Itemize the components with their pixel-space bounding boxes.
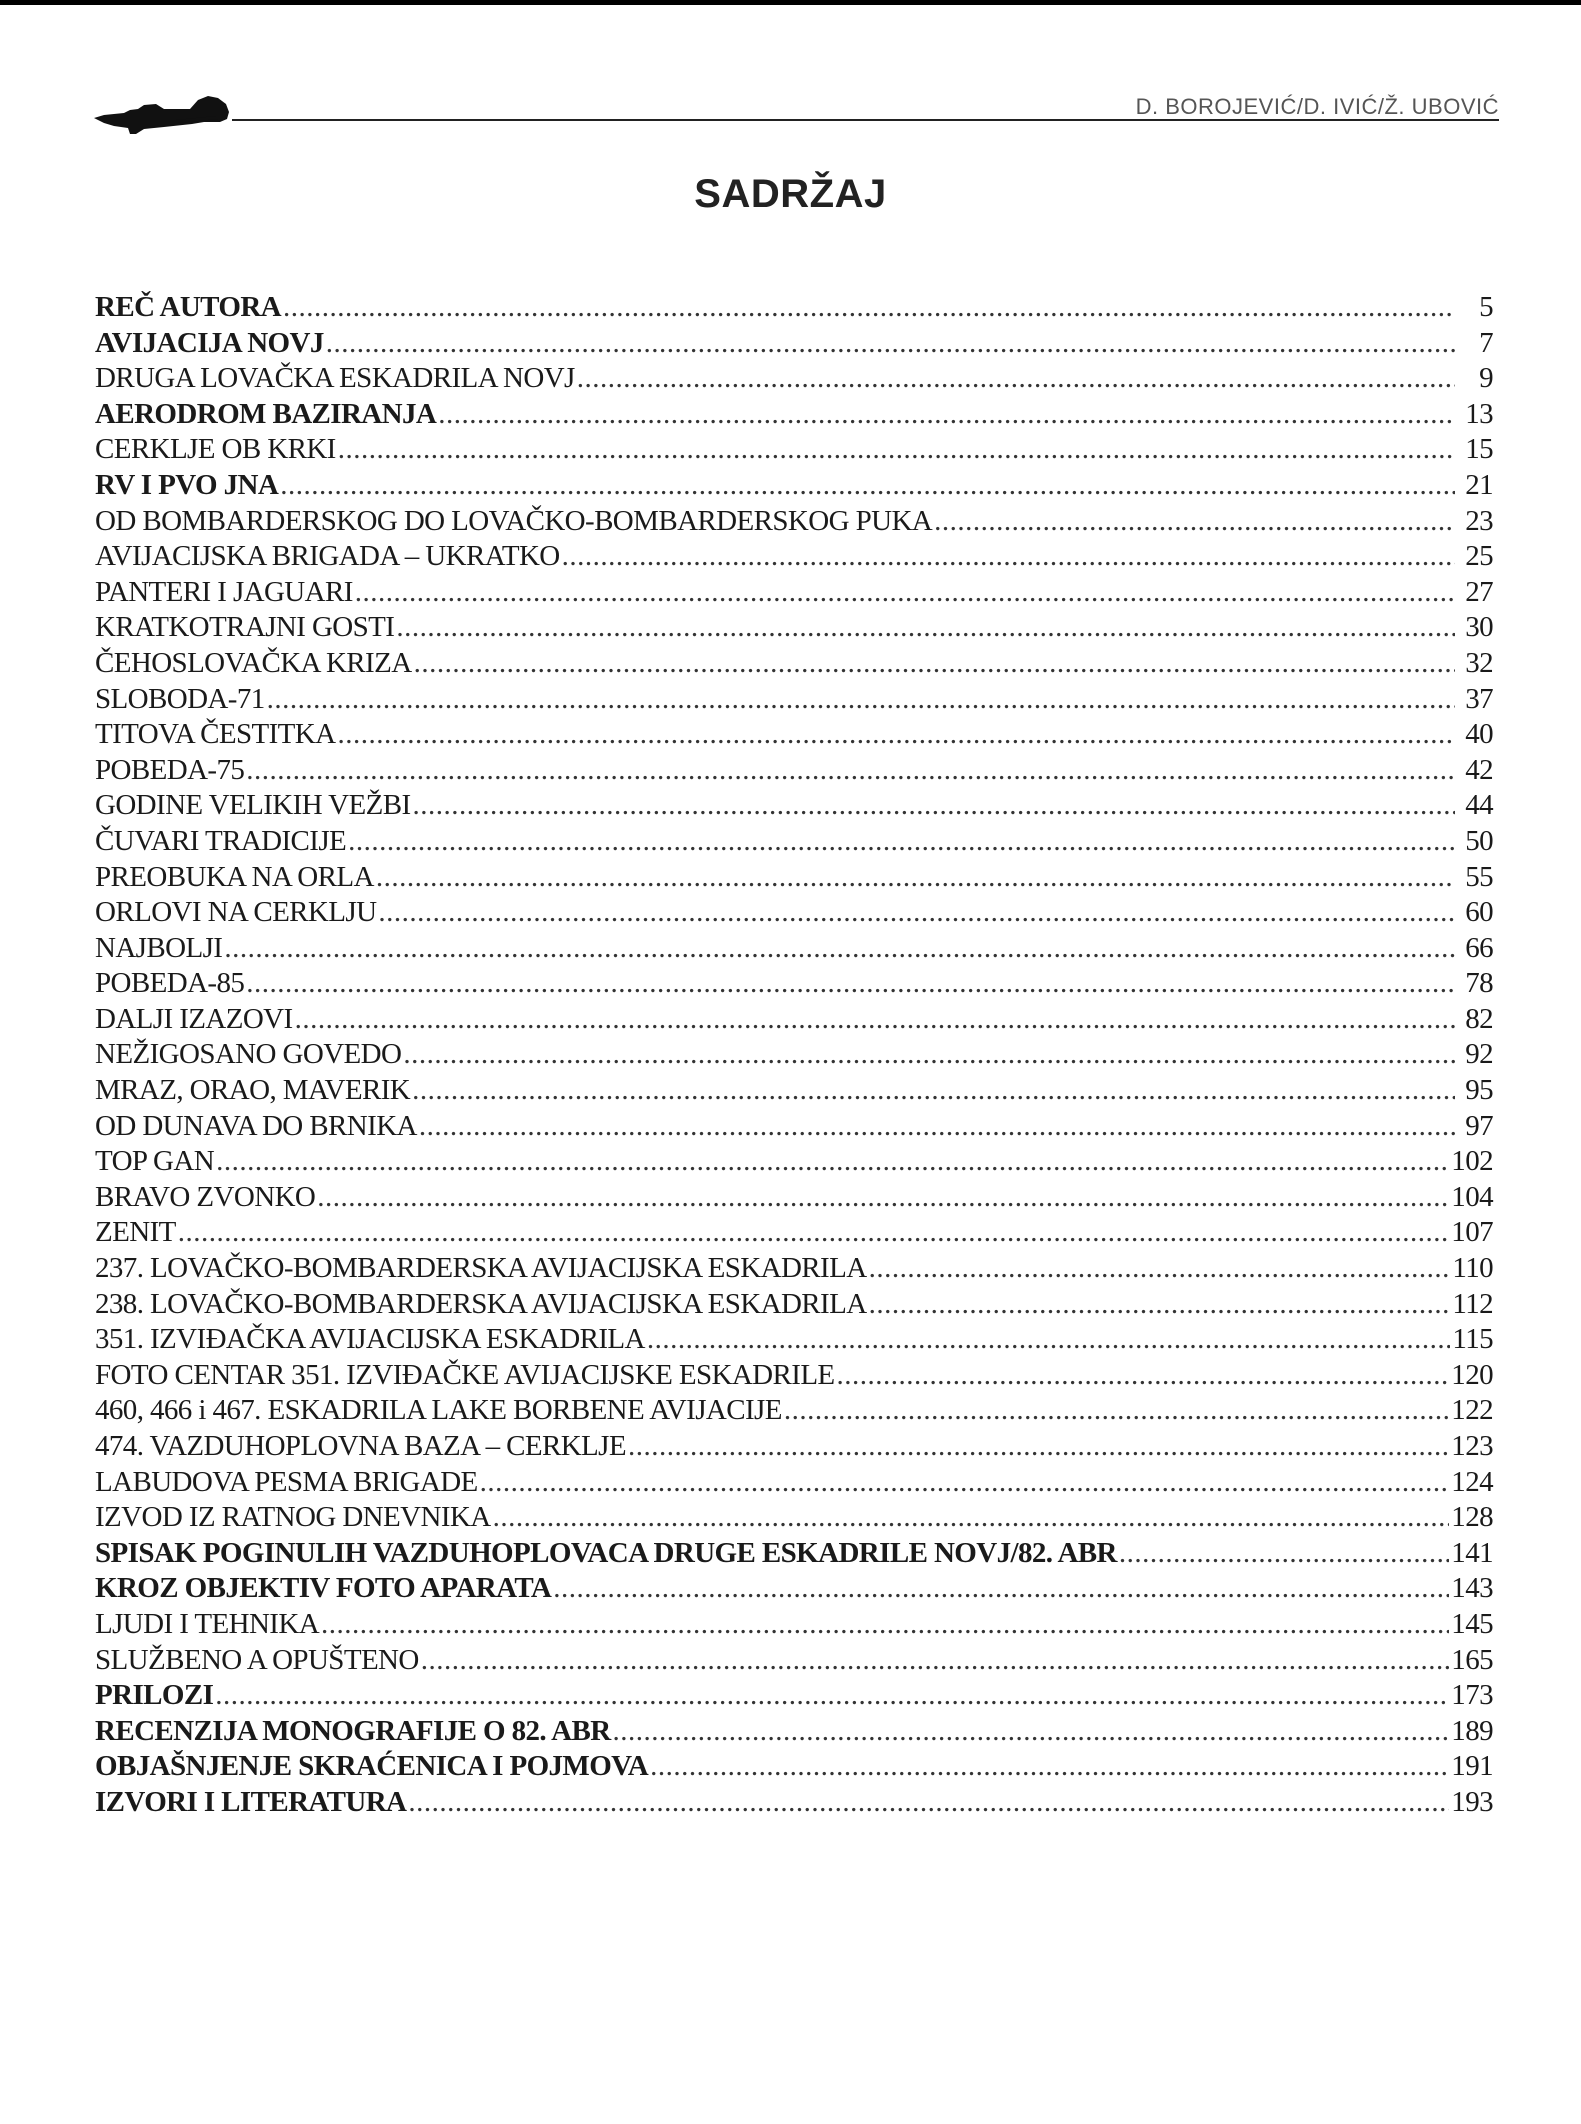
toc-entry[interactable] [95, 1073, 1493, 1109]
toc-entry[interactable] [95, 575, 1493, 611]
toc-entry[interactable] [95, 1287, 1493, 1323]
toc-entry-title: BRAVO ZVONKO [95, 1180, 316, 1213]
toc-entry-title: DRUGA LOVAČKA ESKADRILA NOVJ [95, 362, 575, 395]
toc-entry[interactable] [95, 1429, 1493, 1465]
toc-entry-page: 44 [1465, 789, 1493, 822]
toc-entry-title: AVIJACIJSKA BRIGADA – UKRATKO [95, 540, 560, 573]
toc-dot-leader [224, 931, 1455, 967]
toc-entry[interactable] [95, 1109, 1493, 1145]
toc-dot-leader [613, 1714, 1450, 1750]
toc-entry-page: 92 [1465, 1038, 1493, 1071]
toc-entry-page: 40 [1465, 718, 1493, 751]
toc-entry-page: 37 [1465, 682, 1493, 715]
toc-entry[interactable] [95, 931, 1493, 967]
running-header [94, 92, 1499, 138]
toc-entry-page: 7 [1479, 326, 1493, 359]
toc-entry-page: 191 [1451, 1750, 1493, 1783]
toc-entry[interactable] [95, 1465, 1493, 1501]
toc-entry-title: PREOBUKA NA ORLA [95, 860, 374, 893]
toc-dot-leader [338, 432, 1455, 468]
toc-dot-leader [376, 860, 1455, 896]
toc-entry-title: 351. IZVIĐAČKA AVIJACIJSKA ESKADRILA [95, 1323, 645, 1356]
toc-entry[interactable] [95, 610, 1493, 646]
toc-entry[interactable] [95, 1500, 1493, 1536]
toc-entry-title: SLOBODA-71 [95, 682, 265, 715]
toc-entry[interactable] [95, 1322, 1493, 1358]
toc-entry[interactable] [95, 646, 1493, 682]
toc-entry-page: 97 [1465, 1109, 1493, 1142]
toc-entry-title: ČEHOSLOVAČKA KRIZA [95, 646, 412, 679]
toc-dot-leader [326, 326, 1455, 362]
table-of-contents [95, 290, 1493, 1821]
toc-entry[interactable] [95, 504, 1493, 540]
toc-entry-title: TITOVA ČESTITKA [95, 718, 336, 751]
toc-entry-title: RV I PVO JNA [95, 468, 279, 501]
toc-entry-page: 112 [1452, 1287, 1493, 1320]
toc-dot-leader [280, 468, 1455, 504]
toc-entry-title: NAJBOLJI [95, 931, 223, 964]
toc-entry-title: IZVOD IZ RATNOG DNEVNIKA [95, 1501, 491, 1534]
toc-entry[interactable] [95, 860, 1493, 896]
toc-entry[interactable] [95, 432, 1493, 468]
toc-dot-leader [321, 1607, 1449, 1643]
toc-entry-title: ČUVARI TRADICIJE [95, 824, 347, 857]
toc-dot-leader [295, 1002, 1455, 1038]
toc-dot-leader [837, 1358, 1450, 1394]
toc-dot-leader [283, 290, 1455, 326]
toc-entry-page: 141 [1451, 1536, 1493, 1569]
toc-dot-leader [647, 1322, 1451, 1358]
toc-entry-page: 120 [1451, 1358, 1493, 1391]
toc-entry-title: TOP GAN [95, 1145, 215, 1178]
toc-dot-leader [178, 1215, 1450, 1251]
toc-dot-leader [650, 1749, 1449, 1785]
toc-entry-title: GODINE VELIKIH VEŽBI [95, 789, 411, 822]
toc-entry-page: 55 [1465, 860, 1493, 893]
toc-entry[interactable] [95, 468, 1493, 504]
toc-entry-title: ZENIT [95, 1216, 176, 1249]
toc-dot-leader [480, 1465, 1450, 1501]
toc-dot-leader [438, 397, 1455, 433]
toc-entry[interactable] [95, 682, 1493, 718]
toc-entry[interactable] [95, 788, 1493, 824]
toc-entry[interactable] [95, 326, 1493, 362]
toc-dot-leader [419, 1109, 1455, 1145]
toc-entry[interactable] [95, 966, 1493, 1002]
toc-entry-title: OD DUNAVA DO BRNIKA [95, 1109, 417, 1142]
toc-dot-leader [378, 895, 1455, 931]
toc-entry[interactable] [95, 1358, 1493, 1394]
toc-entry-title: RECENZIJA MONOGRAFIJE O 82. ABR [95, 1714, 611, 1747]
toc-entry-page: 32 [1465, 646, 1493, 679]
toc-entry[interactable] [95, 1714, 1493, 1750]
toc-entry-page: 128 [1451, 1501, 1493, 1534]
toc-entry-page: 143 [1451, 1572, 1493, 1605]
toc-entry-page: 50 [1465, 824, 1493, 857]
toc-entry-title: OD BOMBARDERSKOG DO LOVAČKO-BOMBARDERSKOG PUKA [95, 504, 933, 537]
toc-entry[interactable] [95, 1251, 1493, 1287]
toc-entry-title: AVIJACIJA NOVJ [95, 326, 324, 359]
toc-entry[interactable] [95, 1037, 1493, 1073]
toc-dot-leader [869, 1251, 1451, 1287]
toc-entry-title: AERODROM BAZIRANJA [95, 397, 437, 430]
toc-entry-title: LABUDOVA PESMA BRIGADE [95, 1465, 478, 1498]
toc-dot-leader [628, 1429, 1449, 1465]
header-authors: D. BOROJEVIĆ/D. IVIĆ/Ž. UBOVIĆ [1135, 94, 1499, 119]
toc-entry-page: 107 [1451, 1216, 1493, 1249]
toc-entry[interactable] [95, 539, 1493, 575]
toc-entry-title: LJUDI I TEHNIKA [95, 1607, 320, 1640]
toc-entry-title: PANTERI I JAGUARI [95, 575, 353, 608]
toc-entry-title: REČ AUTORA [95, 291, 282, 323]
toc-entry-page: 25 [1465, 540, 1493, 573]
page-title: SADRŽAJ [694, 172, 887, 216]
toc-entry-page: 104 [1451, 1180, 1493, 1213]
toc-dot-leader [355, 575, 1455, 611]
toc-entry-page: 78 [1465, 967, 1493, 1000]
toc-dot-leader [577, 361, 1455, 397]
toc-dot-leader [421, 1643, 1450, 1679]
toc-entry-page: 5 [1479, 291, 1493, 323]
toc-entry-title: FOTO CENTAR 351. IZVIĐAČKE AVIJACIJSKE ESKADRILE [95, 1358, 835, 1391]
toc-entry-page: 30 [1465, 611, 1493, 644]
toc-entry-title: OBJAŠNJENJE SKRAĆENICA I POJMOVA [95, 1750, 649, 1783]
toc-entry-page: 145 [1451, 1607, 1493, 1640]
toc-entry-page: 21 [1465, 468, 1493, 501]
toc-entry[interactable] [95, 1785, 1493, 1821]
toc-dot-leader [414, 646, 1455, 682]
airplane-silhouette-icon [94, 96, 230, 136]
toc-dot-leader [1119, 1536, 1449, 1572]
toc-entry-title: 238. LOVAČKO-BOMBARDERSKA AVIJACIJSKA ESKADRILA [95, 1287, 867, 1320]
toc-entry-page: 173 [1451, 1679, 1493, 1712]
toc-entry-page: 189 [1451, 1714, 1493, 1747]
toc-dot-leader [869, 1287, 1451, 1323]
toc-entry-title: ORLOVI NA CERKLJU [95, 896, 377, 929]
toc-entry-page: 82 [1465, 1002, 1493, 1035]
toc-dot-leader [412, 1073, 1455, 1109]
toc-dot-leader [348, 824, 1455, 860]
toc-entry-page: 9 [1479, 362, 1493, 395]
toc-entry-page: 102 [1451, 1145, 1493, 1178]
toc-entry[interactable] [95, 1002, 1493, 1038]
toc-entry-page: 110 [1452, 1252, 1493, 1285]
toc-entry[interactable] [95, 361, 1493, 397]
toc-entry[interactable] [95, 1144, 1493, 1180]
toc-entry-title: NEŽIGOSANO GOVEDO [95, 1038, 402, 1071]
toc-entry[interactable] [95, 1749, 1493, 1785]
toc-entry-title: 237. LOVAČKO-BOMBARDERSKA AVIJACIJSKA ESKADRILA [95, 1252, 867, 1285]
toc-dot-leader [413, 788, 1455, 824]
toc-entry-title: MRAZ, ORAO, MAVERIK [95, 1074, 411, 1107]
toc-entry-page: 124 [1451, 1465, 1493, 1498]
toc-entry[interactable] [95, 753, 1493, 789]
toc-dot-leader [553, 1571, 1449, 1607]
toc-entry-title: PRILOZI [95, 1679, 214, 1712]
toc-entry[interactable] [95, 1607, 1493, 1643]
toc-entry-title: IZVORI I LITERATURA [95, 1785, 407, 1818]
toc-entry[interactable] [95, 895, 1493, 931]
toc-entry-page: 42 [1465, 753, 1493, 786]
toc-entry[interactable] [95, 290, 1493, 326]
toc-dot-leader [784, 1393, 1449, 1429]
toc-dot-leader [493, 1500, 1450, 1536]
toc-entry-title: KRATKOTRAJNI GOSTI [95, 611, 395, 644]
toc-entry-title: 460, 466 i 467. ESKADRILA LAKE BORBENE AVIJACIJE [95, 1394, 782, 1427]
toc-dot-leader [215, 1678, 1449, 1714]
toc-entry-page: 23 [1465, 504, 1493, 537]
toc-dot-leader [934, 504, 1455, 540]
toc-entry-title: KROZ OBJEKTIV FOTO APARATA [95, 1572, 552, 1605]
toc-entry-page: 95 [1465, 1074, 1493, 1107]
toc-dot-leader [216, 1144, 1449, 1180]
toc-entry[interactable] [95, 1536, 1493, 1572]
toc-dot-leader [267, 682, 1455, 718]
toc-entry[interactable] [95, 1643, 1493, 1679]
toc-dot-leader [246, 966, 1455, 1002]
toc-entry-title: DALJI IZAZOVI [95, 1002, 293, 1035]
toc-entry[interactable] [95, 1393, 1493, 1429]
toc-entry[interactable] [95, 1180, 1493, 1216]
toc-entry-title: POBEDA-75 [95, 753, 245, 786]
toc-entry-page: 27 [1465, 575, 1493, 608]
toc-entry-page: 66 [1465, 931, 1493, 964]
toc-entry-page: 165 [1451, 1643, 1493, 1676]
toc-entry-title: POBEDA-85 [95, 967, 245, 1000]
toc-entry[interactable] [95, 1571, 1493, 1607]
toc-entry[interactable] [95, 717, 1493, 753]
toc-entry-title: 474. VAZDUHOPLOVNA BAZA – CERKLJE [95, 1430, 626, 1462]
toc-entry-page: 115 [1452, 1323, 1493, 1356]
toc-entry-page: 193 [1451, 1785, 1493, 1818]
toc-entry-page: 13 [1465, 397, 1493, 430]
toc-entry-page: 15 [1465, 433, 1493, 466]
toc-entry-page: 60 [1465, 896, 1493, 929]
toc-dot-leader [246, 753, 1455, 789]
toc-entry-title: SLUŽBENO A OPUŠTENO [95, 1643, 419, 1676]
toc-entry[interactable] [95, 1678, 1493, 1714]
toc-entry[interactable] [95, 397, 1493, 433]
toc-dot-leader [337, 717, 1455, 753]
toc-dot-leader [562, 539, 1455, 575]
toc-entry[interactable] [95, 824, 1493, 860]
toc-dot-leader [396, 610, 1455, 646]
toc-entry-title: SPISAK POGINULIH VAZDUHOPLOVACA DRUGE ESKADRILE NOVJ/82. ABR [95, 1536, 1117, 1569]
toc-entry-page: 123 [1451, 1430, 1493, 1462]
toc-dot-leader [317, 1180, 1449, 1216]
toc-dot-leader [403, 1037, 1455, 1073]
page-top-border [0, 0, 1581, 5]
toc-entry[interactable] [95, 1215, 1493, 1251]
toc-entry-page: 122 [1451, 1394, 1493, 1427]
toc-entry-title: CERKLJE OB KRKI [95, 433, 336, 466]
toc-dot-leader [408, 1785, 1449, 1821]
